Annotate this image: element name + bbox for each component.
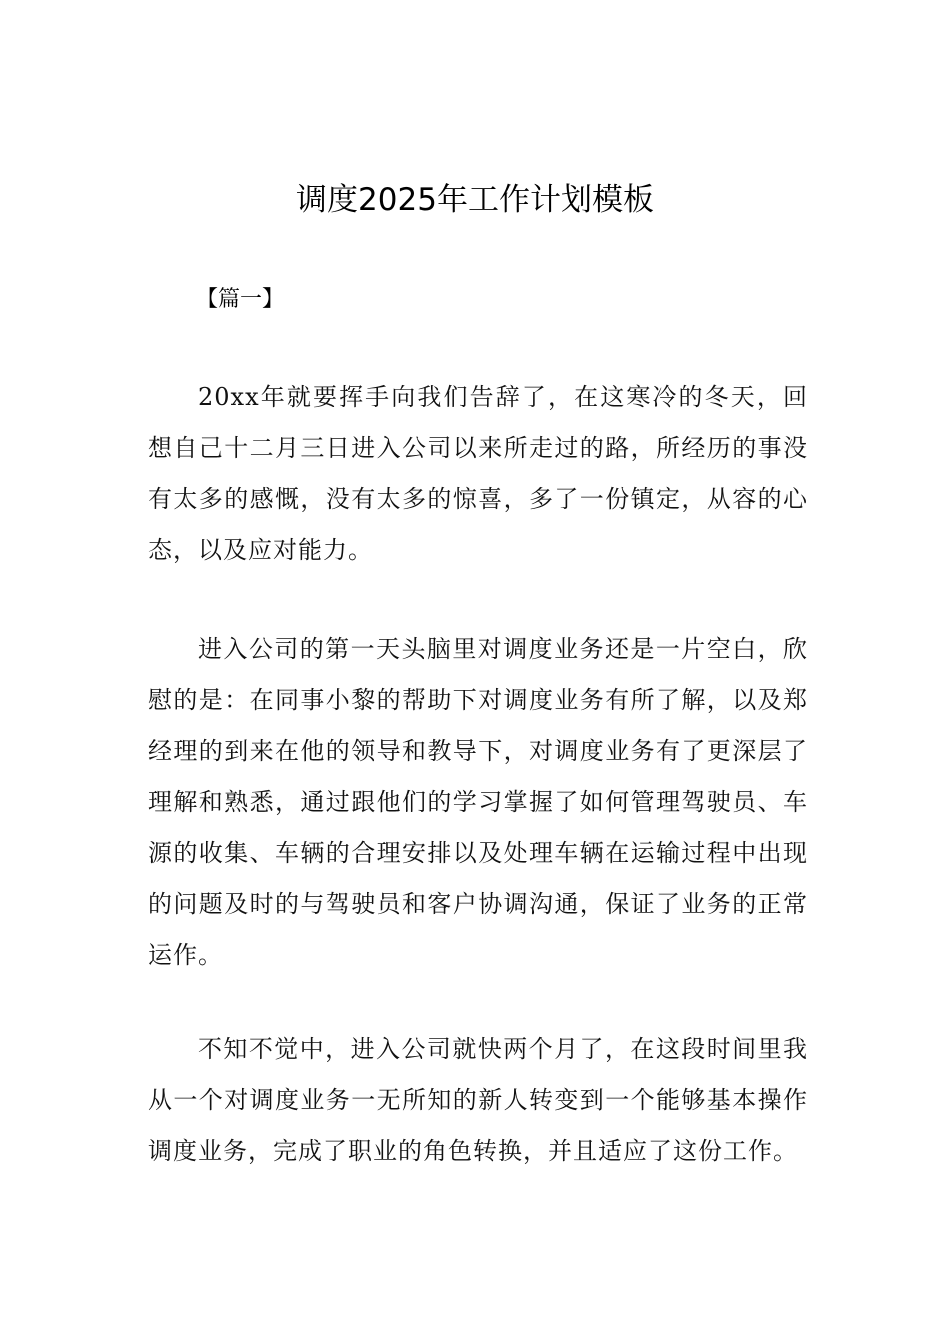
paragraph-2: 进入公司的第一天头脑里对调度业务还是一片空白，欣慰的是：在同事小黎的帮助下对调度业务有所了解，以及郑经理的到来在他的领导和教导下，对调度业务有了更深层了理解和熟悉，通过跟他们的学习掌握了如何管理驾驶员、车源的收集、车辆的合理安排以及处理车辆在运输过程中出现的问题及时的与驾驶员和客户协调沟通，保证了业务的正常运作。 [148, 635, 808, 969]
paragraph-1: 20xx年就要挥手向我们告辞了，在这寒冷的冬天，回想自己十二月三日进入公司以来所走过的路，所经历的事没有太多的感慨，没有太多的惊喜，多了一份镇定，从容的心态，以及应对能力。 [148, 383, 808, 564]
document-title: 调度2025年工作计划模板 [296, 182, 654, 218]
section-label: 【篇一】 [196, 287, 285, 312]
paragraph-3: 不知不觉中，进入公司就快两个月了，在这段时间里我从一个对调度业务一无所知的新人转变到一个能够基本操作调度业务，完成了职业的角色转换，并且适应了这份工作。 [148, 1035, 808, 1165]
